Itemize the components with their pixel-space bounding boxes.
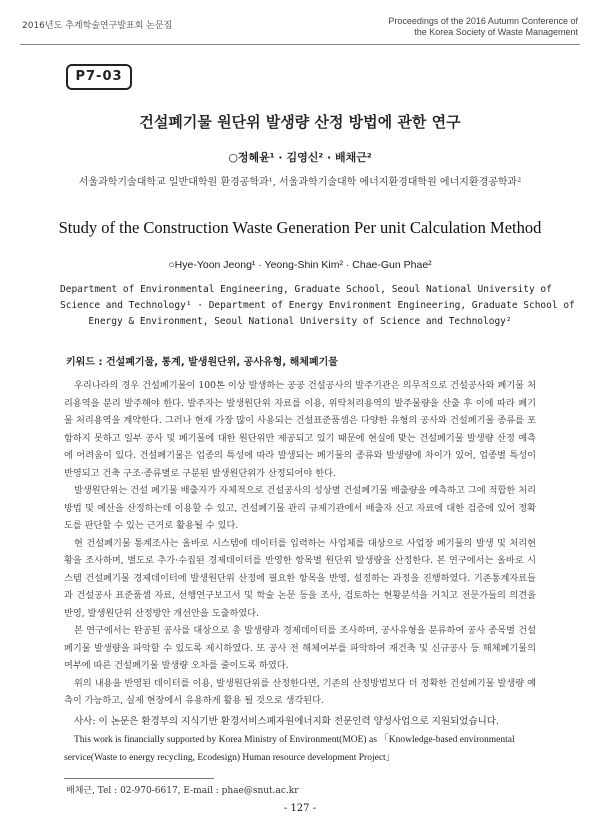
korean-authors: ○정혜윤¹ · 김영신² · 배채근²	[228, 151, 372, 164]
running-header-left: 2016년도 추계학술연구발표회 논문집	[22, 21, 173, 31]
english-title: Study of the Construction Waste Generation Per unit Calculation Method	[58, 218, 542, 237]
acknowledgement	[64, 713, 536, 767]
running-header-right-line2: the Korea Society of Waste Management	[414, 27, 578, 37]
keywords: 키워드 : 건설폐기물, 통계, 발생원단위, 공사유형, 해체폐기물	[66, 357, 338, 368]
body-paragraph: 우리나라의 경우 건설폐기물이 100톤 이상 발생하는 공공 건설공사의 발주기관은 의무적으로 건설공사와 폐기물 처리용역을 분리 발주해야 한다. 발주자는 발생원단위 자료를 이용, 위탁처리용역의 발주물량을 산출 후 이에 따라 폐기물 처리용역을 계약한다. 그러나 현재 가장 많이 사용되는 건설표준품셈은 다양한 유형의 공사와 건설폐기물 종류를 포함하지 못하고 일부 공사 및 폐기물에 대한 원단위만 제공되고 있기 때문에 현실에 맞는 건설폐기물 발생량 산정 예측에 어려움이 있다. 건설폐기물은 업종의 특성에 따라 발생되는 폐기물의 종류와 발생량에 차이가 있어, 업종별 특성이 반영되고 건축 구조·종류별로 구분된 발생원단위가 산정되어야 한다.	[64, 380, 536, 479]
acknowledgement-english: This work is financially supported by Korea Ministry of Environment(MOE) as 「Knowledge-based environmental service(Waste to energy recycling, Ecodesign) Human resource development Project」	[64, 735, 515, 763]
korean-title: 건설폐기물 원단위 발생량 산정 방법에 관한 연구	[139, 113, 461, 131]
page-number: - 127 -	[283, 803, 317, 814]
english-affiliation	[60, 282, 575, 330]
corresponding-author-footnote: 배채근, Tel : 02-970-6617, E-mail : phae@snut.ac.kr	[66, 786, 299, 796]
running-header-right	[388, 16, 578, 38]
body-paragraph: 위의 내용을 반영된 데이터를 이용, 발생원단위를 산정한다면, 기존의 산정방법보다 더 정확한 건설폐기물 발생량 예측이 가능하고, 실제 현장에서 유용하게 활용 될 것으로 생각된다.	[64, 677, 536, 706]
paper-code-badge: P7-03	[66, 64, 132, 90]
english-authors: ○Hye-Yoon Jeong¹ · Yeong-Shin Kim² · Chae-Gun Phae²	[168, 259, 432, 271]
english-affiliation-line: Department of Environmental Engineering, Graduate School, Seoul National University of	[60, 284, 552, 295]
running-header-right-line1: Proceedings of the 2016 Autumn Conference of	[388, 16, 578, 26]
acknowledgement-korean: 사사: 이 논문은 환경부의 지식기반 환경서비스폐자원에너지화 전문인력 양성사업으로 지원되었습니다.	[74, 716, 499, 727]
body-paragraph: 발생원단위는 건설 폐기물 배출자가 자체적으로 건설공사의 성상별 건설폐기물 배출량을 예측하고 그에 적합한 처리 방법 및 예산을 산정하는데 이용할 수 있고, 건설폐기물 관리 규제기관에서 배출자 신고 자료에 대한 검증에 있어 정확도를 판단할 수 있는 근거로 활용될 수 있다.	[64, 485, 536, 531]
english-affiliation-line: Energy & Environment, Seoul National University of Science and Technology²	[88, 316, 512, 327]
body-paragraph: 본 연구에서는 완공된 공사를 대상으로 총 발생량과 경제데이터를 조사하며, 공사유형을 분류하여 공사 종목별 건설폐기물 발생량을 파악할 수 있도록 제시하였다. 또 공사 전 해체여부를 파악하여 재건축 및 신규공사 등 해체폐기물의 여부에 따른 건설폐기물 발생량 오차를 줄이도록 하였다.	[64, 625, 536, 671]
header-rule	[20, 44, 580, 45]
korean-affiliation: 서울과학기술대학교 일반대학원 환경공학과¹, 서울과학기술대학 에너지환경대학원 에너지환경공학과²	[78, 177, 522, 188]
body-text	[64, 377, 536, 710]
body-paragraph: 현 건설폐기물 통계조사는 올바로 시스템에 데이터를 입력하는 사업체를 대상으로 사업장 폐기물의 발생 및 처리현황을 조사하며, 별도로 추가·수집된 경제데이터를 반영한 항목별 원단위 발생량을 산정한다. 본 연구에서는 올바로 시스템 건설폐기물 경제데이터에 발생원단위 산정에 필요한 항목을 반영, 설정하는 과정을 진행하였다. 기존통계자료들과 건설공사 표준품셈 자료, 선행연구보고서 및 학술 논문 등을 조사, 검토하는 현황분석을 거치고 전문가들의 의견을 반영, 발생원단위 산정방안 개선안을 도출하였다.	[64, 537, 536, 619]
english-affiliation-line: Science and Technology¹ · Department of Energy Environment Engineering, Graduate School of	[60, 300, 575, 311]
footnote-rule	[64, 778, 214, 779]
